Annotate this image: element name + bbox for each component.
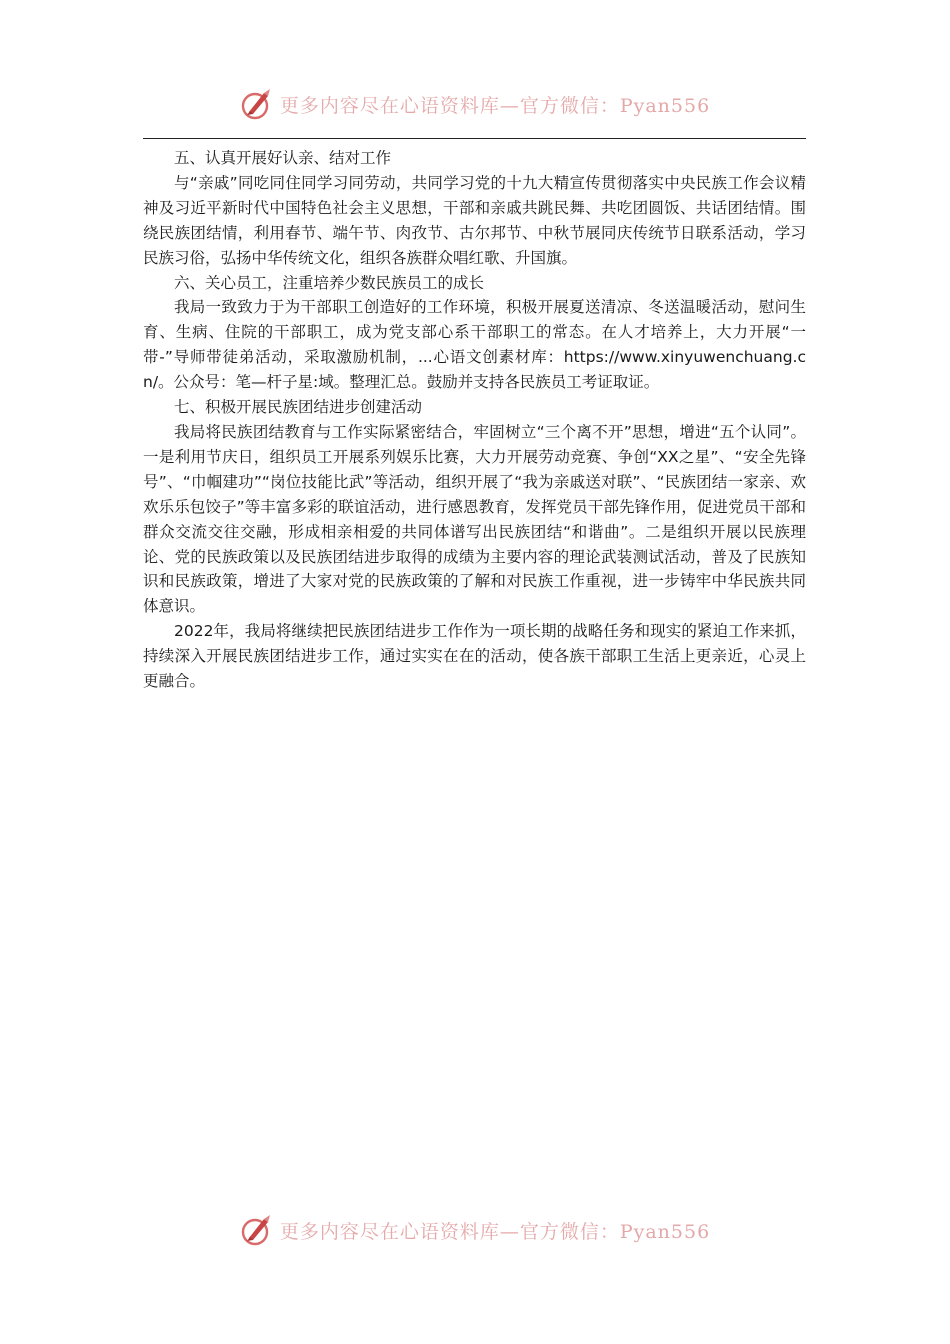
- banner-text: 更多内容尽在心语资料库—官方微信：Pyan556: [279, 94, 711, 117]
- document-body: [143, 146, 806, 694]
- paragraph: 我局一致致力于为干部职工创造好的工作环境，积极开展夏送清凉、冬送温暖活动，慰问生育、生病、住院的干部职工，成为党支部心系干部职工的常态。在人才培养上，大力开展“一带-”导师带徒弟活动，采取激励机制，...心语文创素材库：https://www.xinyuwenchuang.cn/。公众号：笔—杆子星:域。整理汇总。鼓励并支持各民族员工考证取证。: [143, 298, 806, 392]
- section-heading-5: 五、认真开展好认亲、结对工作: [174, 149, 392, 167]
- footer-banner: [0, 1210, 950, 1250]
- quill-pen-logo-icon: [240, 1213, 274, 1247]
- section-heading-7: 七、积极开展民族团结进步创建活动: [174, 398, 423, 417]
- header-divider: [143, 138, 806, 139]
- paragraph: 我局将民族团结教育与工作实际紧密结合，牢固树立“三个离不开”思想，增进“五个认同”。一是利用节庆日，组织员工开展系列娱乐比赛，大力开展劳动竞赛、争创“XX之星”、“安全先锋号”、“巾帼建功”“岗位技能比武”等活动，组织开展了“我为亲戚送对联”、“民族团结一家亲、欢欢乐乐包饺子”等丰富多彩的联谊活动，进行感恩教育，发挥党员干部先锋作用，促进党员干部和群众交流交往交融，形成相亲相爱的共同体谱写出民族团结“和谐曲”。二是组织开展以民族理论、党的民族政策以及民族团结进步取得的成绩为主要内容的理论武装测试活动，普及了民族知识和民族政策，增进了大家对党的民族政策的了解和对民族工作重视，进一步铸牢中华民族共同体意识。: [143, 422, 806, 616]
- section-heading-6: 六、关心员工，注重培养少数民族员工的成长: [174, 273, 485, 292]
- paragraph: 2022年，我局将继续把民族团结进步工作作为一项长期的战略任务和现实的紧迫工作来抓，持续深入开展民族团结进步工作，通过实实在在的活动，使各族干部职工生活上更亲近，心灵上更融合。: [143, 622, 806, 691]
- header-banner: [0, 84, 950, 124]
- quill-pen-logo-icon: [240, 87, 274, 121]
- banner-text: 更多内容尽在心语资料库—官方微信：Pyan556: [279, 1220, 711, 1243]
- paragraph: 与“亲戚”同吃同住同学习同劳动，共同学习党的十九大精宣传贯彻落实中央民族工作会议精神及习近平新时代中国特色社会主义思想，干部和亲戚共跳民舞、共吃团圆饭、共话团结情。围绕民族团结情，利用春节、端午节、肉孜节、古尔邦节、中秋节展同庆传统节日联系活动，学习民族习俗，弘扬中华传统文化，组织各族群众唱红歌、升国旗。: [143, 173, 806, 267]
